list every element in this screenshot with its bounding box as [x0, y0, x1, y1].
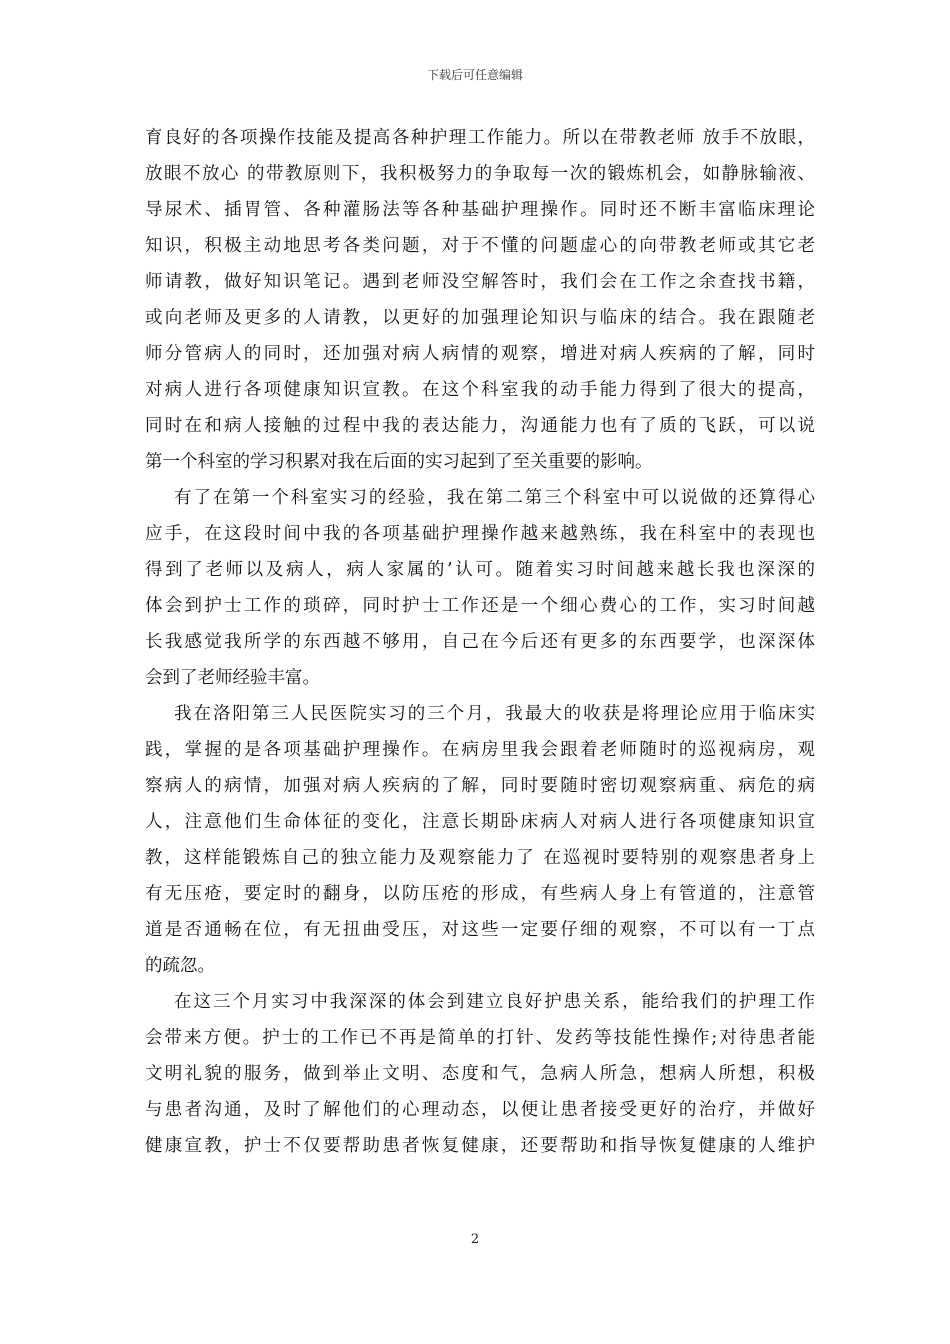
text-line: 教，这样能锻炼自己的独立能力及观察能力了 在巡视时要特别的观察患者身上: [145, 848, 815, 868]
text-line: 会带来方便。护士的工作已不再是简单的打针、发药等技能性操作;对待患者能: [145, 1028, 815, 1048]
text-line: 文明礼貌的服务，做到举止文明、态度和气，急病人所急，想病人所想，积极: [145, 1064, 815, 1084]
text-line: 或向老师及更多的人请教，以更好的加强理论知识与临床的结合。我在跟随老: [145, 308, 815, 328]
text-line: 知识，积极主动地思考各类问题，对于不懂的问题虚心的向带教老师或其它老: [145, 236, 815, 256]
text-line: 得到了老师以及病人，病人家属的’认可。随着实习时间越来越长我也深深的: [145, 560, 815, 580]
text-line: 导尿术、插胃管、各种灌肠法等各种基础护理操作。同时还不断丰富临床理论: [145, 200, 815, 220]
text-line: 我在洛阳第三人民医院实习的三个月，我最大的收获是将理论应用于临床实: [174, 704, 815, 724]
text-line: 人，注意他们生命体征的变化，注意长期卧床病人对病人进行各项健康知识宣: [145, 812, 815, 832]
text-line: 有无压疮，要定时的翻身，以防压疮的形成，有些病人身上有管道的，注意管: [145, 884, 815, 904]
text-line: 会到了老师经验丰富。: [145, 668, 320, 688]
text-line: 道是否通畅在位，有无扭曲受压，对这些一定要仔细的观察，不可以有一丁点: [145, 920, 815, 940]
text-line: 健康宣教，护士不仅要帮助患者恢复健康，还要帮助和指导恢复健康的人维护: [145, 1136, 815, 1156]
document-body: [145, 120, 815, 1164]
text-line: 与患者沟通，及时了解他们的心理动态，以便让患者接受更好的治疗，并做好: [145, 1100, 815, 1120]
text-line: 的疏忽。: [145, 956, 215, 976]
text-line: 对病人进行各项健康知识宣教。在这个科室我的动手能力得到了很大的提高，: [145, 380, 815, 400]
text-line: 体会到护士工作的琐碎，同时护士工作还是一个细心费心的工作，实习时间越: [145, 596, 815, 616]
text-line: 察病人的病情，加强对病人疾病的了解，同时要随时密切观察病重、病危的病: [145, 776, 815, 796]
page-number: 2: [470, 1232, 480, 1247]
text-line: 第一个科室的学习积累对我在后面的实习起到了至关重要的影响。: [145, 452, 653, 472]
text-line: 有了在第一个科室实习的经验，我在第二第三个科室中可以说做的还算得心: [174, 488, 815, 508]
text-line: 应手，在这段时间中我的各项基础护理操作越来越熟练，我在科室中的表现也: [145, 524, 815, 544]
page-header: 下载后可任意编辑: [426, 68, 523, 82]
text-line: 同时在和病人接触的过程中我的表达能力，沟通能力也有了质的飞跃，可以说: [145, 416, 815, 436]
text-line: 在这三个月实习中我深深的体会到建立良好护患关系，能给我们的护理工作: [174, 992, 815, 1012]
text-line: 师请教，做好知识笔记。遇到老师没空解答时，我们会在工作之余查找书籍，: [145, 272, 815, 292]
text-line: 放眼不放心 的带教原则下，我积极努力的争取每一次的锻炼机会，如静脉输液、: [145, 164, 815, 184]
text-line: 践，掌握的是各项基础护理操作。在病房里我会跟着老师随时的巡视病房，观: [145, 740, 815, 760]
text-line: 师分管病人的同时，还加强对病人病情的观察，增进对病人疾病的了解，同时: [145, 344, 815, 364]
text-line: 长我感觉我所学的东西越不够用，自己在今后还有更多的东西要学，也深深体: [145, 632, 815, 652]
text-line: 育良好的各项操作技能及提高各种护理工作能力。所以在带教老师 放手不放眼，: [145, 128, 815, 148]
